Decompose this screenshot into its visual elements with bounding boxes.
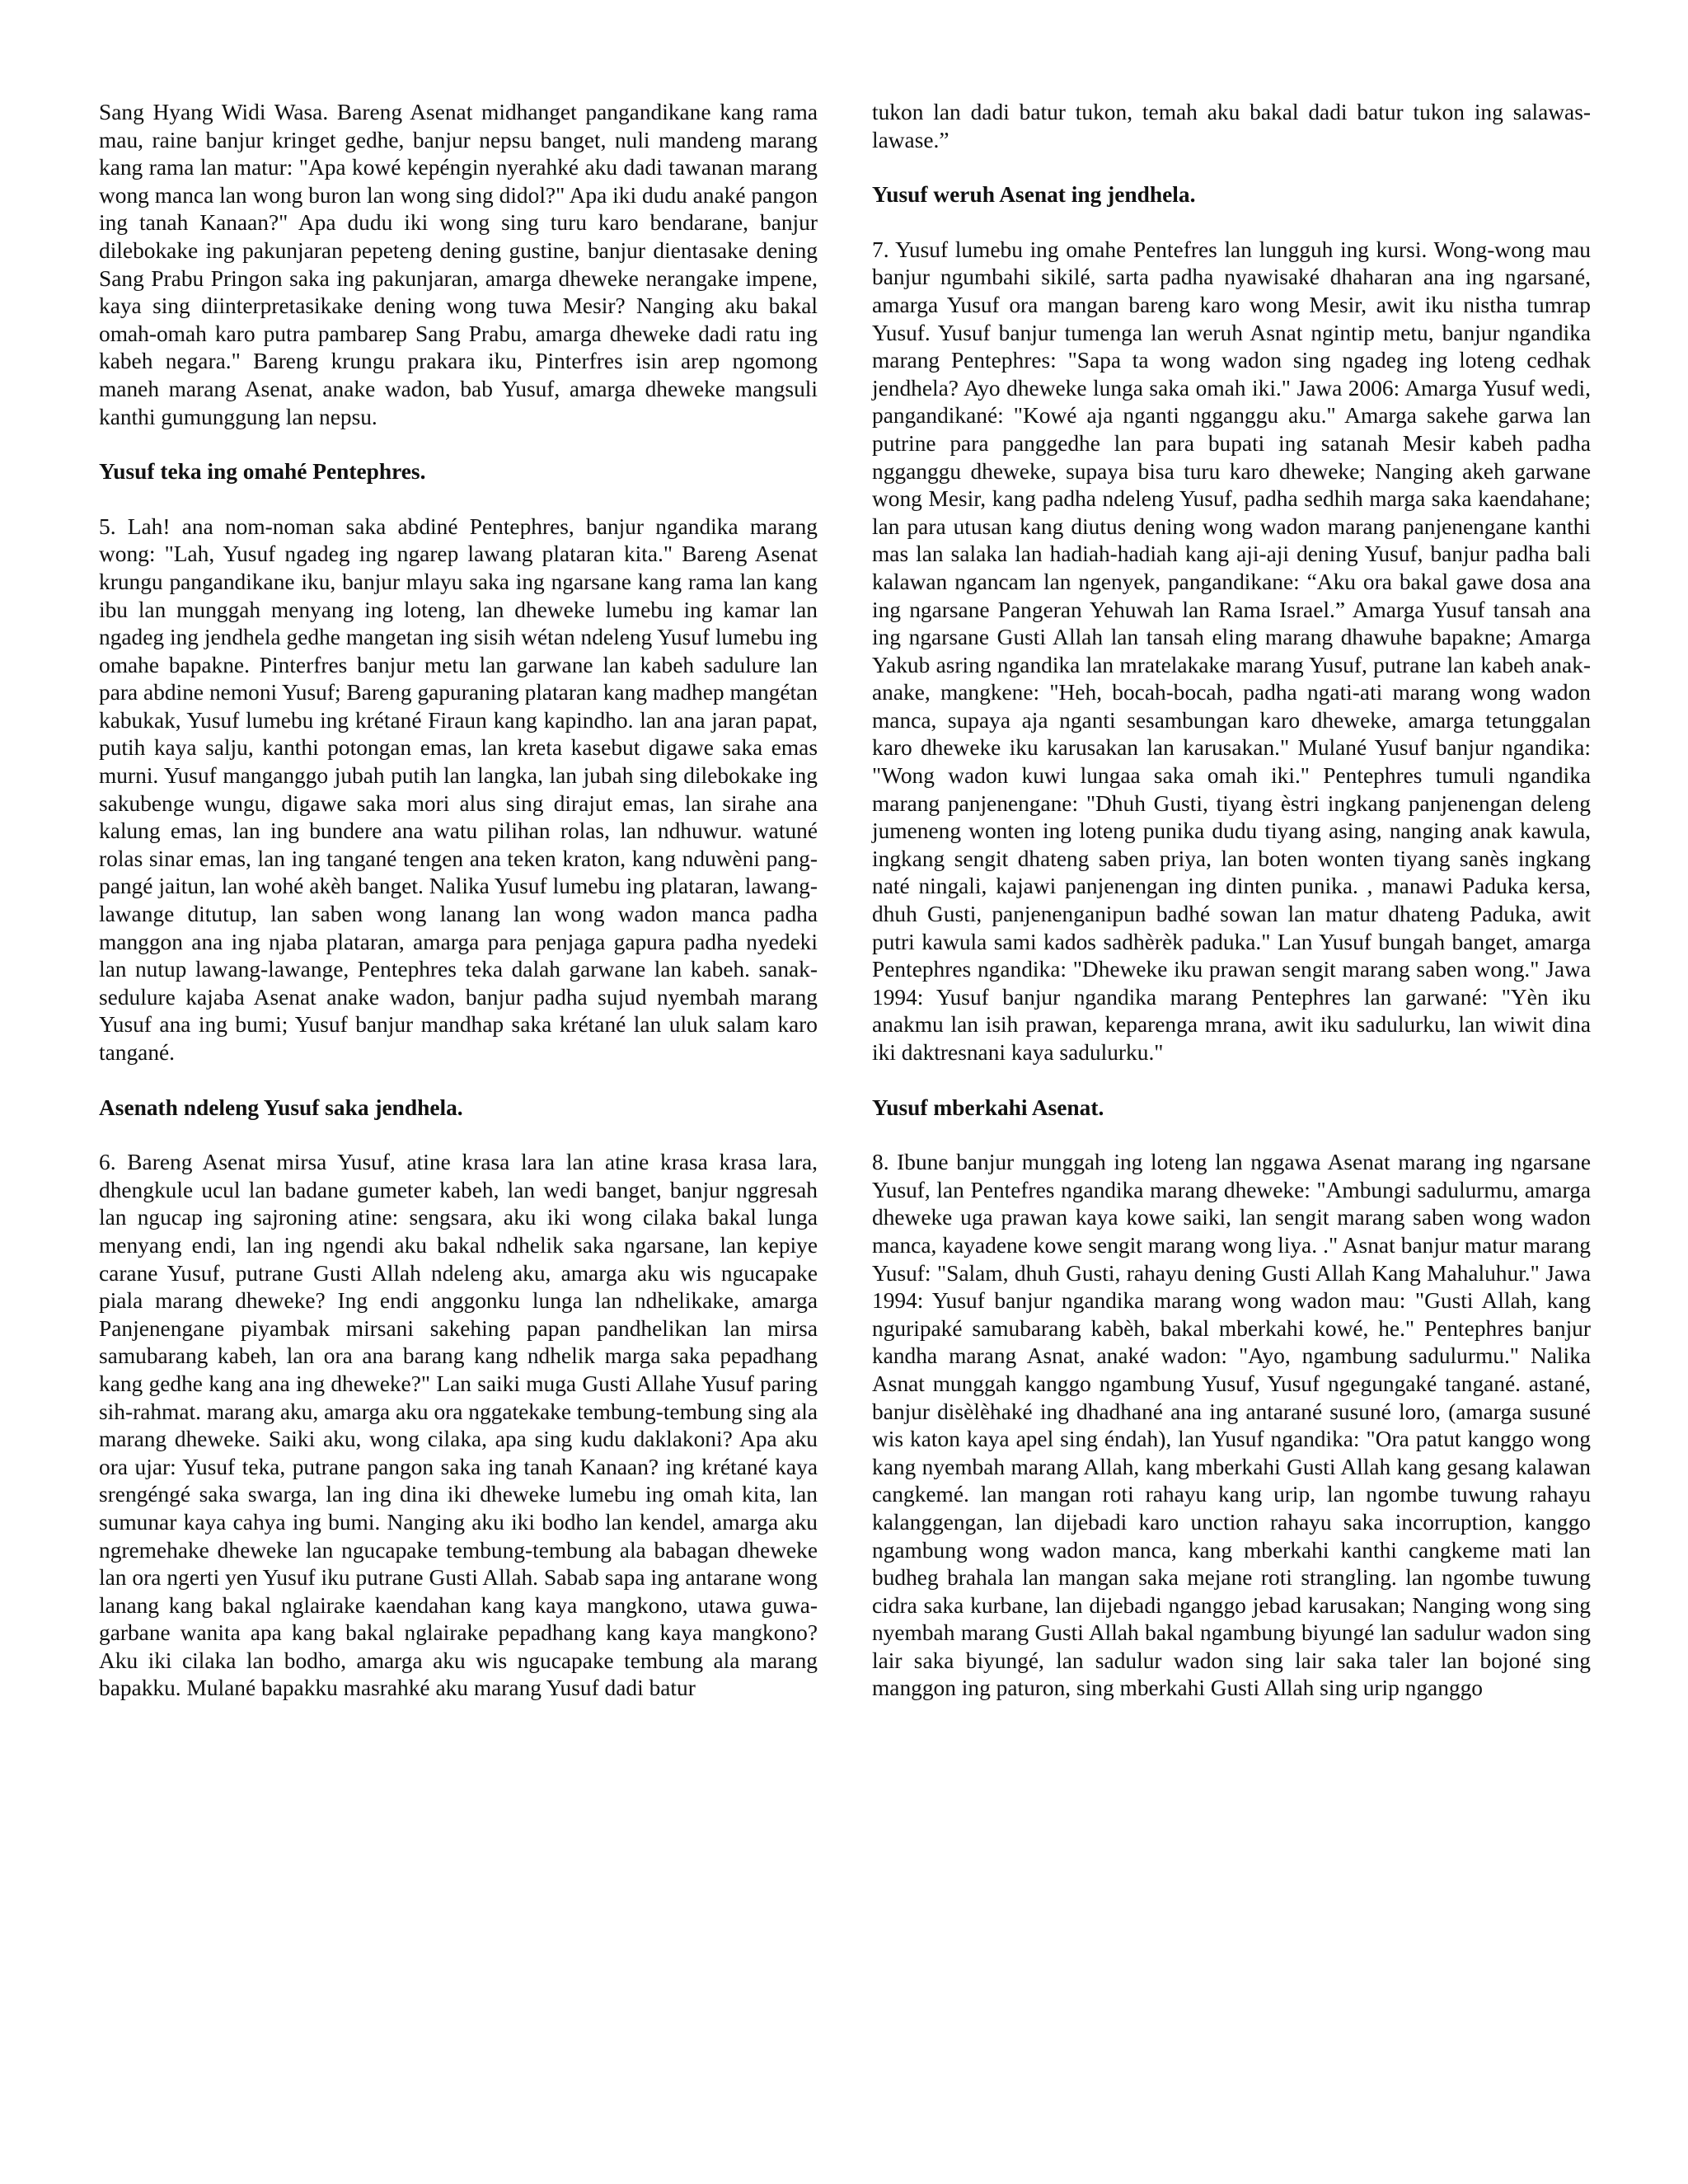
- paragraph-5: 5. Lah! ana nom-noman saka abdiné Pentephres, banjur ngandika marang wong: "Lah, Yusuf ngadeg ing ngarep lawang plataran kita." Bareng Asenat krungu pangandikane iku, banjur mlayu saka ing ngarsane kang rama lan kang ibu lan munggah menyang ing loteng, lan dheweke lumebu ing kamar lan ngadeg ing jendhela gedhe mangetan ing sisih wétan ndeleng Yusuf lumebu ing omahe bapakne. Pinterfres banjur metu lan garwane lan kabeh sadulure lan para abdine nemoni Yusuf; Bareng gapuraning plataran kang madhep mangétan kabukak, Yusuf lumebu ing krétané Firaun kang kapindho. lan ana jaran papat, putih kaya salju, kanthi potongan emas, lan kreta kasebut digawe saka emas murni. Yusuf manganggo jubah putih lan langka, lan jubah sing dilebokake ing sakubenge wungu, digawe saka mori alus sing dirajut emas, lan sirahe ana kalung emas, lan ing bundere ana watu pilihan rolas, lan ndhuwur. watuné rolas sinar emas, lan ing tangané tengen ana teken kraton, kang nduwèni pang-pangé jaitun, lan wohé akèh banget. Nalika Yusuf lumebu ing plataran, lawang-lawange ditutup, lan saben wong lanang lan wong wadon manca padha manggon ana ing njaba plataran, amarga para penjaga gapura padha nyedeki lan nutup lawang-lawange, Pentephres teka dalah garwane lan kabeh. sanak-sedulure kajaba Asenat anake wadon, banjur padha sujud nyembah marang Yusuf ana ing bumi; Yusuf banjur mandhap saka krétané lan uluk salam karo tangané.: [99, 513, 818, 1065]
- left-column: [99, 99, 818, 1703]
- right-column: [872, 99, 1591, 1703]
- paragraph-6: 6. Bareng Asenat mirsa Yusuf, atine krasa lara lan atine krasa krasa lara, dhengkule ucul lan badane gumeter kabeh, lan wedi banget, banjur nggresah lan ngucap ing sajroning atine: sengsara, aku iki wong cilaka bakal lunga menyang endi, lan ing ngendi aku bakal ndhelik saka ngarsane, lan kepiye carane Yusuf, putrane Gusti Allah ndeleng aku, amarga aku wis ngucapake piala marang dheweke? Ing endi anggonku lunga lan ndhelikake, amarga Panjenengane piyambak mirsani sakehing papan pandhelikan lan mirsa samubarang kabeh, lan ora ana barang kang ndhelik marga saka pepadhang kang gedhe kang ana ing dheweke?" Lan saiki muga Gusti Allahe Yusuf paring sih-rahmat. marang aku, amarga aku ora nggatekake tembung-tembung sing ala marang dheweke. Saiki aku, wong cilaka, apa sing kudu daklakoni? Apa aku ora ujar: Yusuf teka, putrane pangon saka ing tanah Kanaan? ing krétané kaya srengéngé saka swarga, lan ing dina iki dheweke lumebu ing omah kita, lan sumunar kaya cahya ing bumi. Nanging aku iki bodho lan kendel, amarga aku ngremehake dheweke lan ngucapake tembung-tembung ala babagan dheweke lan ora ngerti yen Yusuf iku putrane Gusti Allah. Sabab sapa ing antarane wong lanang kang bakal nglairake kaendahan kang kaya mangkono, utawa guwa-garbane wanita apa kang bakal nglairake pepadhang kang kaya mangkono? Aku iki cilaka lan bodho, amarga aku wis ngucapake tembung ala marang bapakku. Mulané bapakku masrahké aku marang Yusuf dadi batur: [99, 1150, 818, 1701]
- paragraph-7: 7. Yusuf lumebu ing omahe Pentefres lan lungguh ing kursi. Wong-wong mau banjur ngumbahi sikilé, sarta padha nyawisaké dhaharan ana ing ngarsané, amarga Yusuf ora mangan bareng karo wong Mesir, awit iku nistha tumrap Yusuf. Yusuf banjur tumenga lan weruh Asnat ngintip metu, banjur ngandika marang Pentephres: "Sapa ta wong wadon sing ngadeg ing loteng cedhak jendhela? Ayo dheweke lunga saka omah iki." Jawa 2006: Amarga Yusuf wedi, pangandikané: "Kowé aja nganti ngganggu aku." Amarga sakehe garwa lan putrine para panggedhe lan para bupati ing satanah Mesir kabeh padha ngganggu dheweke, supaya bisa turu karo dheweke; Nanging akeh garwane wong Mesir, kang padha ndeleng Yusuf, padha sedhih marga saka kaendahane; lan para utusan kang diutus dening wong wadon marang panjenengane kanthi mas lan salaka lan hadiah-hadiah kang aji-aji dening Yusuf, banjur padha bali kalawan ngancam lan ngenyek, pangandikane: “Aku ora bakal gawe dosa ana ing ngarsane Pangeran Yehuwah lan Rama Israel.” Amarga Yusuf tansah ana ing ngarsane Gusti Allah lan tansah eling marang dhawuhe bapakne; Amarga Yakub asring ngandika lan mratelakake marang Yusuf, putrane lan kabeh anak-anake, mangkene: "Heh, bocah-bocah, padha ngati-ati marang wong wadon manca, supaya aja nganti sesambungan karo dheweke, amarga tetunggalan karo dheweke iku karusakan lan karusakan." Mulané Yusuf banjur ngandika: "Wong wadon kuwi lungaa saka omah iki." Pentephres tumuli ngandika marang panjenengane: "Dhuh Gusti, tiyang èstri ingkang panjenengan deleng jumeneng wonten ing loteng punika dudu tiyang asing, nanging anak kawula, ingkang sengit dhateng saben priya, lan boten wonten tiyang sanès ingkang naté ningali, kajawi panjenengan ing dinten punika. , manawi Paduka kersa, dhuh Gusti, panjenenganipun badhé sowan lan matur dhateng Paduka, awit putri kawula sami kados sadhèrèk paduka." Lan Yusuf bungah banget, amarga Pentephres ngandika: "Dheweke iku prawan sengit marang saben wong." Jawa 1994: Yusuf banjur ngandika marang Pentephres lan garwané: "Yèn iku anakmu lan isih prawan, keparenga mrana, awit iku sadulurku, lan wiwit dina iki daktresnani kaya sadulurku.": [872, 237, 1591, 1065]
- paragraph-continuation: Sang Hyang Widi Wasa. Bareng Asenat midhanget pangandikane kang rama mau, raine banjur kringet gedhe, banjur nepsu banget, nuli mandeng marang kang rama lan matur: "Apa kowé kepéngin nyerahké aku dadi tawanan marang wong manca lan wong buron lan wong sing didol?" Apa iki dudu anaké pangon ing tanah Kanaan?" Apa dudu iki wong sing turu karo bendarane, banjur dilebokake ing pakunjaran pepeteng dening gustine, banjur dientasake dening Sang Prabu Pringon saka ing pakunjaran, amarga dheweke nerangake impene, kaya sing diinterpretasikake dening wong tuwa Mesir? Nanging aku bakal omah-omah karo putra pambarep Sang Prabu, amarga dheweke dadi ratu ing kabeh negara." Bareng krungu prakara iku, Pinterfres isin arep ngomong maneh marang Asenat, anake wadon, bab Yusuf, amarga dheweke mangsuli kanthi gumunggung lan nepsu.: [99, 100, 818, 429]
- section-heading-yusuf-blesses-asenat: Yusuf mberkahi Asenat.: [872, 1094, 1104, 1120]
- paragraph-8: 8. Ibune banjur munggah ing loteng lan nggawa Asenat marang ing ngarsane Yusuf, lan Pentefres ngandika marang dheweke: "Ambungi sadulurmu, amarga dheweke uga prawan kaya kowe saiki, lan sengit marang saben wong wadon manca, kayadene kowe sengit marang wong liya. ." Asnat banjur matur marang Yusuf: "Salam, dhuh Gusti, rahayu dening Gusti Allah Kang Mahaluhur." Jawa 1994: Yusuf banjur ngandika marang wong wadon mau: "Gusti Allah, kang nguripaké samubarang kabèh, bakal mberkahi kowé, he." Pentephres banjur kandha marang Asnat, anaké wadon: "Ayo, ngambung sadulurmu." Nalika Asnat munggah kanggo ngambung Yusuf, Yusuf ngegungaké tangané. astané, banjur disèlèhaké ing dhadhané ana ing antarané susuné loro, (amarga susuné wis katon kaya apel sing éndah), lan Yusuf ngandika: "Ora patut kanggo wong kang nyembah marang Allah, kang mberkahi Gusti Allah kang gesang kalawan cangkemé. lan mangan roti rahayu kang urip, lan ngombe tuwung rahayu kalanggengan, lan dijebadi karo unction rahayu saka incorruption, kanggo ngambung wong wadon manca, kang mberkahi kanthi cangkeme mati lan budheg brahala lan mangan saka mejane roti strangling. lan ngombe tuwung cidra saka kurbane, lan dijebadi nganggo jebad karusakan; Nanging wong sing nyembah marang Gusti Allah bakal ngambung biyungé lan sadulur wadon sing lair saka biyungé, lan sadulur wadon sing lair saka taler lan bojoné sing manggon ing paturon, sing mberkahi Gusti Allah sing urip nganggo: [872, 1150, 1591, 1701]
- section-heading-yusuf-sees-asenat: Yusuf weruh Asenat ing jendhela.: [872, 182, 1196, 208]
- section-heading-asenath-window: Asenath ndeleng Yusuf saka jendhela.: [99, 1094, 463, 1120]
- paragraph-6-continuation: tukon lan dadi batur tukon, temah aku bakal dadi batur tukon ing salawas-lawase.”: [872, 100, 1591, 152]
- section-heading-yusuf-arrives: Yusuf teka ing omahé Pentephres.: [99, 459, 426, 485]
